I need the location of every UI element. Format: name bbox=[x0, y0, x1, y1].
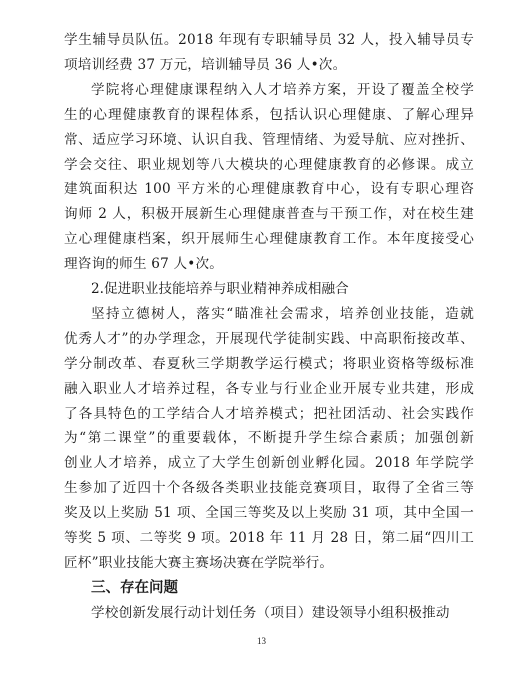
paragraph-line: 学校创新发展行动计划任务（项目）建设领导小组积极推动 bbox=[91, 604, 450, 621]
paragraph-line: 生参加了近四十个各级各类职业技能竞赛项目，取得了全省三等 bbox=[64, 480, 474, 497]
paragraph-line: 学生辅导员队伍。2018 年现有专职辅导员 32 人，投入辅导员专 bbox=[64, 32, 474, 48]
paragraph-line: 立心理健康档案，织开展师生心理健康教育工作。本年度接受心 bbox=[64, 231, 474, 248]
paragraph-line: 学会交往、职业规划等八大模块的心理健康教育的必修课。成立 bbox=[64, 156, 474, 173]
paragraph-line: 为“第二课堂”的重要载体，不断提升学生综合素质；加强创新 bbox=[64, 430, 474, 447]
paragraph-line: 常、适应学习环境、认识自我、管理情绪、为爱导航、应对挫折、 bbox=[64, 131, 474, 148]
paragraph-line: 学院将心理健康课程纳入人才培养方案，开设了覆盖全校学 bbox=[91, 81, 474, 98]
paragraph-line: 坚持立德树人，落实“瞄准社会需求，培养创业技能，造就 bbox=[91, 305, 474, 322]
paragraph-line: 匠杯”职业技能大赛主赛场决赛在学院举行。 bbox=[64, 554, 334, 571]
paragraph-line: 创业人才培养，成立了大学生创新创业孵化园。2018 年学院学 bbox=[64, 455, 474, 472]
page-number: 13 bbox=[257, 636, 266, 646]
paragraph-line: 融入职业人才培养过程，各专业与行业企业开展专业共建，形成 bbox=[64, 380, 474, 397]
paragraph-line: 等奖 5 项、二等奖 9 项。2018 年 11 月 28 日，第二届“四川工 bbox=[64, 530, 474, 546]
paragraph-line: 生的心理健康教育的课程体系，包括认识心理健康、了解心理异 bbox=[64, 106, 474, 123]
paragraph-line: 学分制改革、春夏秋三学期教学运行模式；将职业资格等级标准 bbox=[64, 355, 474, 372]
paragraph-line: 建筑面积达 100 平方米的心理健康教育中心，设有专职心理咨 bbox=[64, 181, 474, 198]
section-heading: 三、存在问题 bbox=[91, 579, 178, 596]
paragraph-line: 询师 2 人，积极开展新生心理健康普查与干预工作，对在校生建 bbox=[64, 206, 474, 223]
subheading: 2.促进职业技能培养与职业精神养成相融合 bbox=[91, 281, 349, 297]
paragraph-line: 理咨询的师生 67 人•次。 bbox=[64, 256, 224, 273]
paragraph-line: 奖及以上奖励 51 项、全国三等奖及以上奖励 31 项，其中全国一 bbox=[64, 505, 474, 522]
paragraph-line: 项培训经费 37 万元，培训辅导员 36 人•次。 bbox=[64, 56, 347, 73]
paragraph-line: 优秀人才”的办学理念，开展现代学徒制实践、中高职衔接改革、 bbox=[64, 330, 474, 347]
paragraph-line: 了各具特色的工学结合人才培养模式；把社团活动、社会实践作 bbox=[64, 405, 474, 422]
